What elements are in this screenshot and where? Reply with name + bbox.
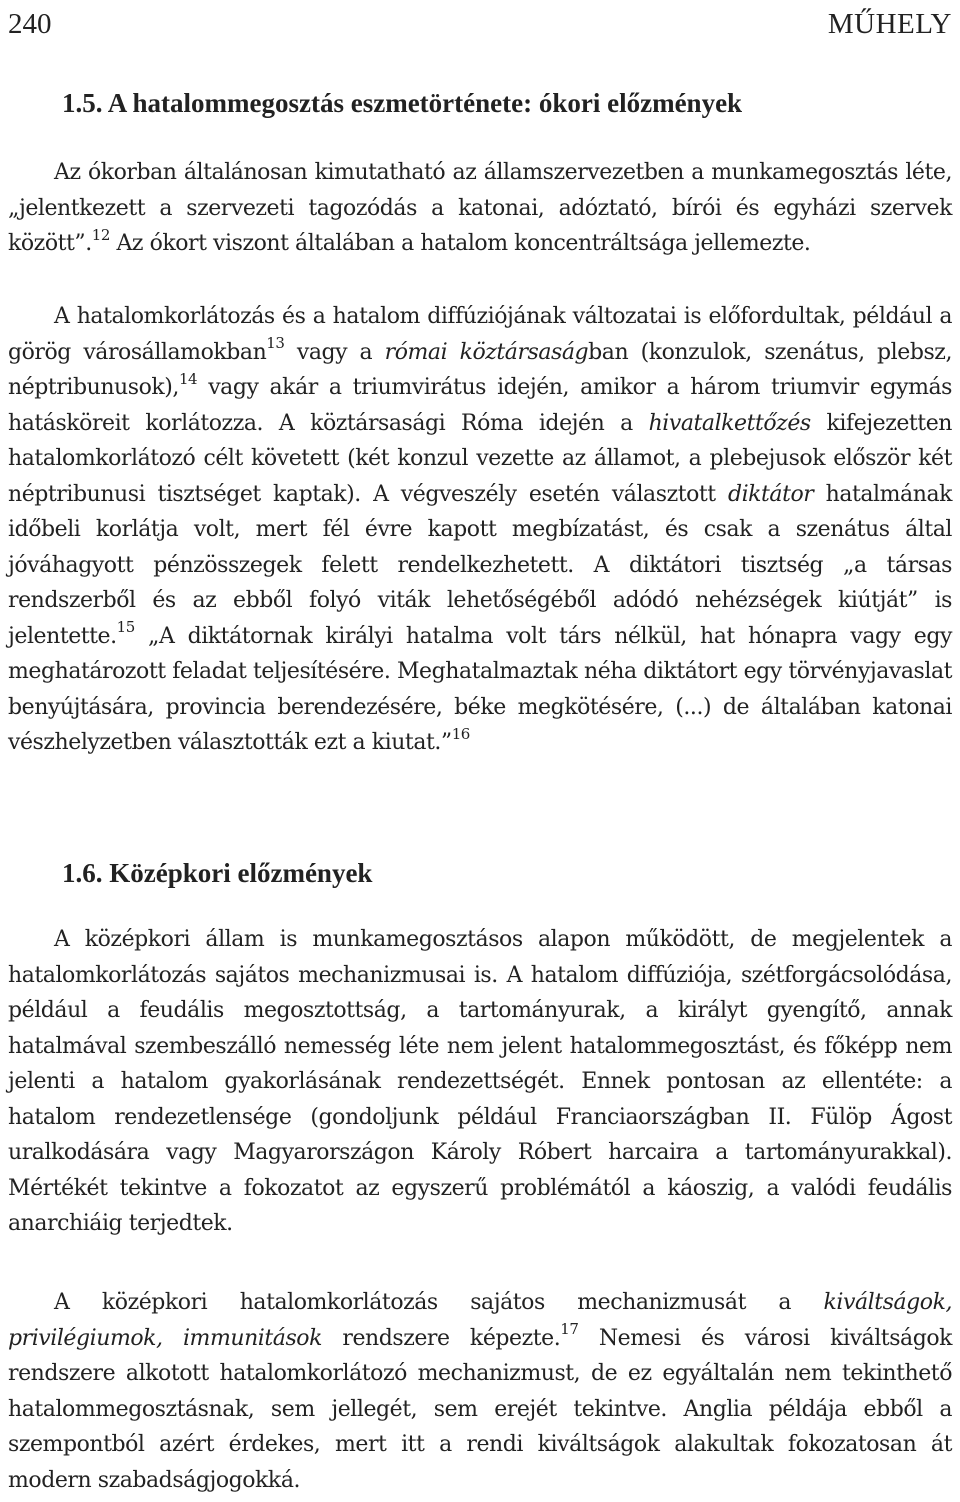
section-heading-1-6: 1.6. Középkori előzmények (62, 858, 373, 888)
footnote-ref-12[interactable]: 12 (91, 225, 110, 244)
footnote-ref-13[interactable]: 13 (266, 334, 285, 353)
page-header (8, 4, 952, 44)
footnote-ref-15[interactable]: 15 (116, 618, 135, 637)
paragraph-1-6-b: A középkori hatalomkorlátozás sajátos mechanizmusát a kiváltságok, privilégiumok, immunitások rendszere képezte.$^{17}$ Nemesi és városi kiváltságok rendszere alkotott hatalomkorlátozó mechanizmust, de ez egyáltalán nem tekinthető hatalommegosztásnak, sem jellegét, sem erejét tekintve. Anglia példája ebből a szempontból azért érdekes, mert itt a rendi kiváltságok alakultak fokozatosan át modern szabadságjogokká. (8, 1290, 953, 1493)
section-heading-1-5: 1.5. A hatalommegosztás eszmetörténete: ókori előzmények (62, 88, 743, 118)
footnote-ref-16[interactable]: 16 (451, 724, 470, 743)
paragraph-1-5-b: A hatalomkorlátozás és a hatalom diffúziójának változatai is előfordultak, például a görög városállamokban$^{13}$ vagy a római köztársaságban (konzulok, szenátus, plebsz, néptribunusok),$^{14}$ vagy akár a triumvirátus idején, amikor a három triumvir egymás hatásköreit korlátozza. A köztársasági Róma idején a hivatalkettőzés kifejezetten hatalomkorlátozó célt követett (két konzul vezette az államot, a plebejusok először két néptribunusi tisztséget kaptak). A végveszély esetén választott diktátor hatalmának időbeli korlátja volt, mert fél évre kapott megbízatást, és csak a szenátus által jóváhagyott pénzösszegek felett rendelkezhetett. A diktátori tisztség „a társas rendszerből és az ebből folyó viták lehetőségéből adódó nehézségek kiútját” is jelentette.$^{15}$ „A diktátornak királyi hatalma volt társ nélkül, hat hónapra vagy egy meghatározott feladat teljesítésére. Meghatalmaztak néha diktátort egy törvényjavaslat benyújtására, provincia berendezésére, béke megkötésére, (...) de általában katonai vészhelyzetben választották ezt a kiutat.”$^{16}$ (8, 304, 952, 755)
paragraph-1-5-a: Az ókorban általánosan kimutatható az államszervezetben a munkamegosztás léte, „jelentkezett a szervezeti tagozódás a katonai, adóztató, bírói és egyházi szervek között”.$^{12}$ Az ókort viszont általában a hatalom koncentráltsága jellemezte. (8, 160, 952, 256)
running-title: MŰHELY (827, 8, 952, 40)
footnote-ref-14[interactable]: 14 (178, 369, 198, 388)
paragraph-1-6-a: A középkori állam is munkamegosztásos alapon működött, de megjelentek a hatalomkorlátozás sajátos mechanizmusai is. A hatalom diffúziója, szétforgácsolódása, például a feudális megosztottság, a tartományurak, a királyt gyengítő, annak hatalmával szembeszálló nemesség léte nem jelent hatalommegosztást, és főképp nem jelenti a hatalom gyakorlásának rendezettségét. Ennek pontosan az ellentéte: a hatalom rendezetlensége (gondoljunk például Franciaországban II. Fülöp Ágost uralkodására vagy Magyarországon Károly Róbert harcaira a tartományurakkal). Mértékét tekintve a fokozatot az egyszerű problémától a káoszig, a valódi feudális anarchiáig terjedtek. (8, 927, 952, 1236)
footnote-ref-17[interactable]: 17 (560, 1320, 579, 1339)
page-number: 240 (8, 8, 52, 40)
